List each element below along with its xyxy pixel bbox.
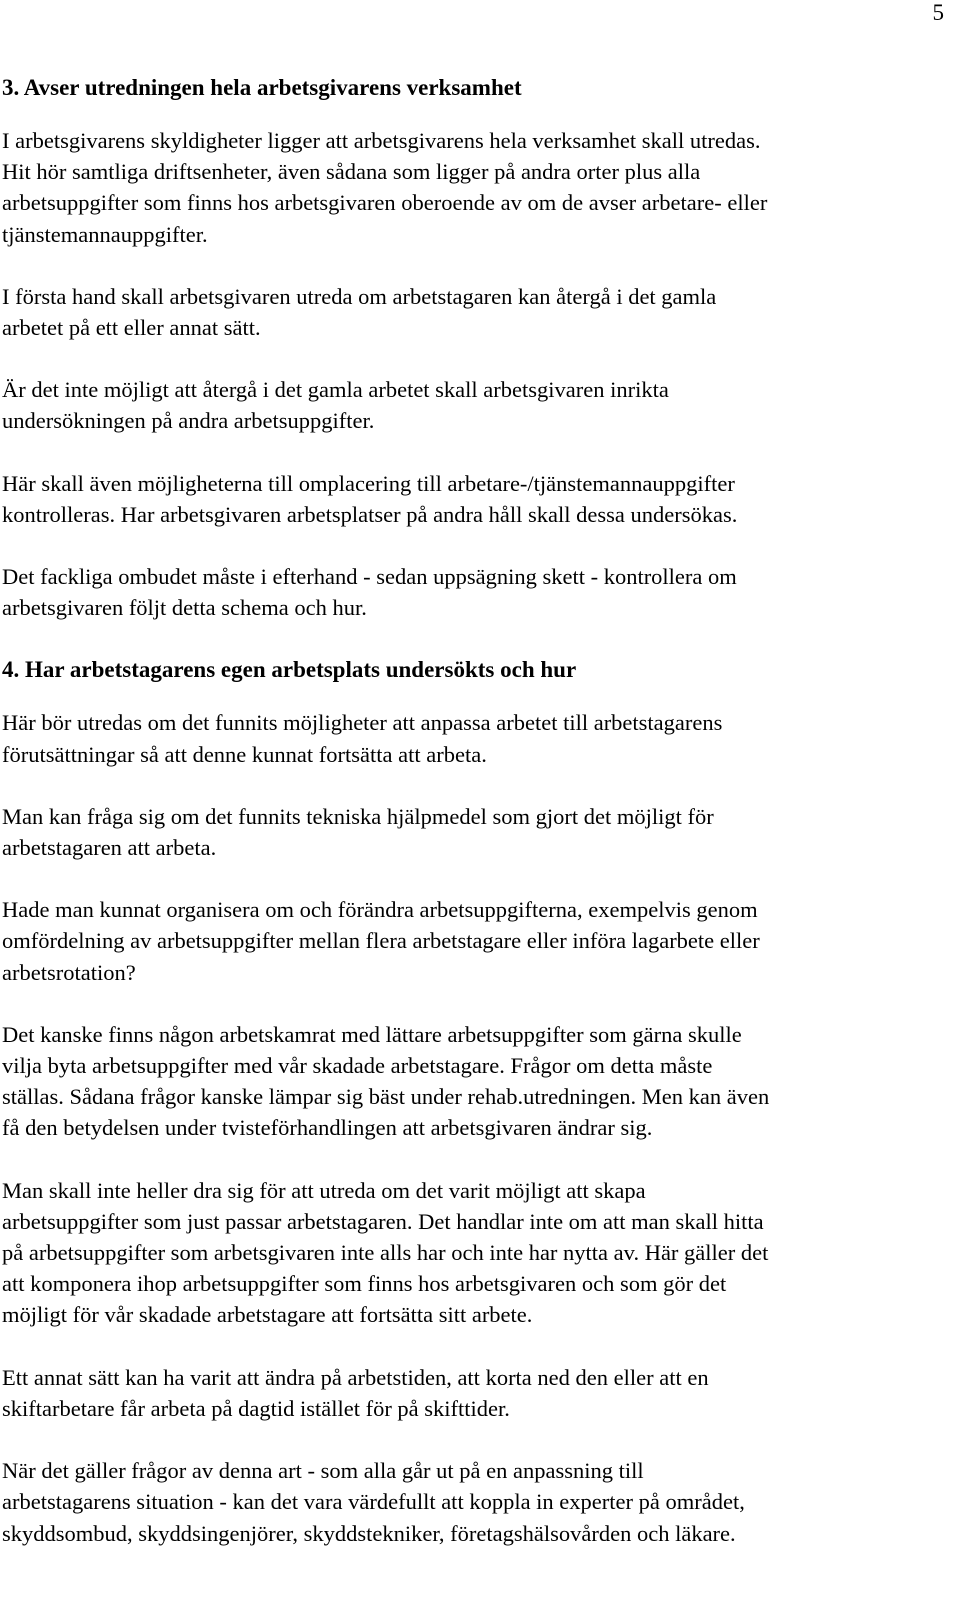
text-line: Är det inte möjligt att återgå i det gamla arbetet skall arbetsgivaren inrikta	[2, 377, 669, 403]
text-line: skiftarbetare får arbeta på dagtid istället för på skifttider.	[2, 1395, 510, 1421]
text-line: arbetstagaren att arbeta.	[2, 835, 217, 861]
text-line: Man kan fråga sig om det funnits tekniska hjälpmedel som gjort det möjligt för	[2, 803, 714, 829]
section-3-paragraph-5	[2, 561, 932, 623]
section-4-paragraph-5	[2, 1175, 932, 1331]
text-line: Det kanske finns någon arbetskamrat med lättare arbetsuppgifter som gärna skulle	[2, 1021, 742, 1047]
section-4-paragraph-6	[2, 1362, 932, 1424]
text-line: förutsättningar så att denne kunnat fortsätta att arbeta.	[2, 741, 487, 767]
document-body	[2, 72, 932, 1549]
text-line: Det fackliga ombudet måste i efterhand - sedan uppsägning skett - kontrollera om	[2, 564, 737, 590]
text-line: vilja byta arbetsuppgifter med vår skadade arbetstagare. Frågor om detta måste	[2, 1053, 713, 1079]
text-line: arbetet på ett eller annat sätt.	[2, 315, 261, 341]
section-3-paragraph-4	[2, 468, 932, 530]
text-line: Hit hör samtliga driftsenheter, även sådana som ligger på andra orter plus alla	[2, 159, 701, 185]
section-4-paragraph-4	[2, 1019, 932, 1144]
section-4-paragraph-1	[2, 707, 932, 769]
text-line: omfördelning av arbetsuppgifter mellan flera arbetstagare eller införa lagarbete eller	[2, 928, 760, 954]
text-line: arbetsuppgifter som just passar arbetstagaren. Det handlar inte om att man skall hitta	[2, 1208, 764, 1234]
text-line: få den betydelsen under tvisteförhandlingen att arbetsgivaren ändrar sig.	[2, 1115, 653, 1141]
text-line: Hade man kunnat organisera om och förändra arbetsuppgifterna, exempelvis genom	[2, 897, 758, 923]
text-line: arbetsgivaren följt detta schema och hur.	[2, 595, 367, 621]
section-3-paragraph-3	[2, 374, 932, 436]
text-line: kontrolleras. Har arbetsgivaren arbetsplatser på andra håll skall dessa undersökas.	[2, 501, 738, 527]
text-line: skyddsombud, skyddsingenjörer, skyddstekniker, företagshälsovården och läkare.	[2, 1520, 736, 1546]
text-line: arbetstagarens situation - kan det vara värdefullt att koppla in experter på området,	[2, 1489, 745, 1515]
text-line: möjligt för vår skadade arbetstagare att fortsätta sitt arbete.	[2, 1302, 533, 1328]
section-3-heading: 3. Avser utredningen hela arbetsgivarens verksamhet	[2, 75, 522, 100]
text-line: Här skall även möjligheterna till omplacering till arbetare-/tjänstemannauppgifter	[2, 470, 735, 496]
text-line: Man skall inte heller dra sig för att utreda om det varit möjligt att skapa	[2, 1177, 646, 1203]
text-line: undersökningen på andra arbetsuppgifter.	[2, 408, 375, 434]
section-4-paragraph-3	[2, 894, 932, 988]
text-line: Ett annat sätt kan ha varit att ändra på arbetstiden, att korta ned den eller att en	[2, 1364, 709, 1390]
section-3-paragraph-1	[2, 125, 932, 250]
text-line: ställas. Sådana frågor kanske lämpar sig bäst under rehab.utredningen. Men kan även	[2, 1084, 770, 1110]
text-line: arbetsrotation?	[2, 959, 136, 985]
text-line: I arbetsgivarens skyldigheter ligger att arbetsgivarens hela verksamhet skall utredas.	[2, 128, 761, 153]
page-number: 5	[932, 0, 944, 25]
section-4-paragraph-2	[2, 801, 932, 863]
text-line: på arbetsuppgifter som arbetsgivaren inte alls har och inte har nytta av. Här gäller det	[2, 1240, 769, 1266]
text-line: att komponera ihop arbetsuppgifter som finns hos arbetsgivaren och som gör det	[2, 1271, 727, 1297]
text-line: I första hand skall arbetsgivaren utreda om arbetstagaren kan återgå i det gamla	[2, 283, 717, 309]
section-4-heading: 4. Har arbetstagarens egen arbetsplats undersökts och hur	[2, 657, 577, 683]
section-4-paragraph-7	[2, 1455, 932, 1549]
text-line: Här bör utredas om det funnits möjligheter att anpassa arbetet till arbetstagarens	[2, 710, 723, 736]
text-line: När det gäller frågor av denna art - som alla går ut på en anpassning till	[2, 1458, 644, 1484]
text-line: arbetsuppgifter som finns hos arbetsgivaren oberoende av om de avser arbetare- eller	[2, 190, 768, 216]
text-line: tjänstemannauppgifter.	[2, 221, 208, 247]
section-3-paragraph-2	[2, 281, 932, 343]
